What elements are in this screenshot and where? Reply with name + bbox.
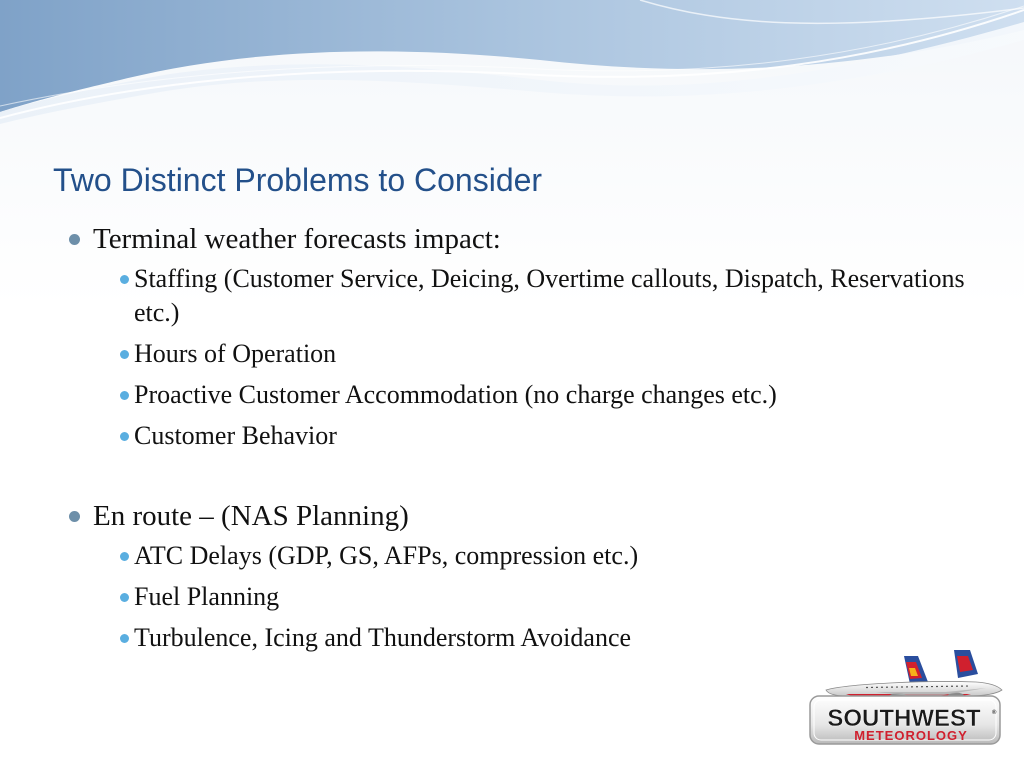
airplane-icon [826, 650, 1002, 703]
southwest-meteorology-logo [806, 648, 1006, 748]
sub-bullet-text: Staffing (Customer Service, Deicing, Overtime callouts, Dispatch, Reservations etc.) [134, 264, 965, 327]
slide-content [60, 220, 1000, 662]
header-wave-graphic [0, 0, 1024, 130]
sub-bullet-dot-icon [120, 275, 129, 284]
sub-bullet-dot-icon [120, 391, 129, 400]
sub-bullet-list [93, 539, 1000, 655]
sub-bullet-item [93, 539, 1000, 573]
sub-bullet-item [93, 378, 1000, 412]
sub-bullet-item [93, 419, 1000, 453]
sub-bullet-text: Customer Behavior [134, 421, 337, 450]
bullet-dot-icon [69, 511, 80, 522]
bullet-heading: Terminal weather forecasts impact: [93, 223, 501, 255]
bullet-item-terminal [60, 220, 1000, 453]
sub-bullet-dot-icon [120, 634, 129, 643]
sub-bullet-item [93, 337, 1000, 371]
logo-line1: SOUTHWEST [827, 705, 981, 732]
sub-bullet-dot-icon [120, 552, 129, 561]
sub-bullet-dot-icon [120, 432, 129, 441]
registered-mark-icon: ® [992, 710, 997, 716]
sub-bullet-text: Fuel Planning [134, 582, 280, 611]
sub-bullet-text: ATC Delays (GDP, GS, AFPs, compression etc.) [134, 541, 639, 570]
slide-title: Two Distinct Problems to Consider [53, 162, 543, 198]
logo-line2: METEOROLOGY [854, 728, 968, 743]
sub-bullet-dot-icon [120, 350, 129, 359]
sub-bullet-item [93, 580, 1000, 614]
bullet-list [60, 220, 1000, 655]
sub-bullet-text: Proactive Customer Accommodation (no charge changes etc.) [134, 380, 777, 409]
bullet-heading: En route – (NAS Planning) [93, 500, 409, 532]
sub-bullet-list [93, 262, 1000, 453]
sub-bullet-item [93, 262, 1000, 330]
sub-bullet-dot-icon [120, 593, 129, 602]
bullet-item-en-route [60, 497, 1000, 655]
sub-bullet-text: Turbulence, Icing and Thunderstorm Avoidance [134, 623, 632, 652]
bullet-dot-icon [69, 234, 80, 245]
sub-bullet-text: Hours of Operation [134, 339, 337, 368]
